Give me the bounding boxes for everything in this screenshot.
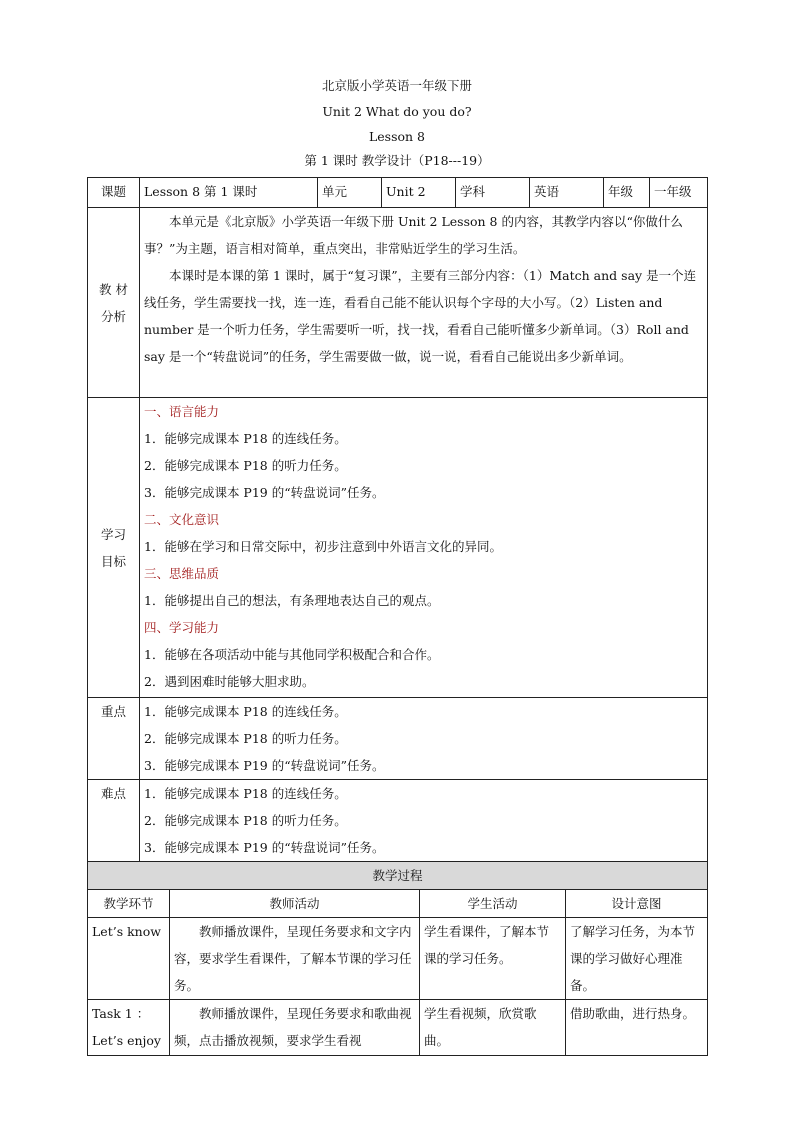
subject-value: 英语 [530, 178, 604, 208]
goal-item: 2．遇到困难时能够大胆求助。 [144, 674, 315, 689]
difficulty-item: 1．能够完成课本 P18 的连线任务。 [144, 786, 347, 801]
goals-label-line1: 学习 [100, 526, 126, 542]
goals-label-line2: 目标 [100, 553, 126, 569]
goal-section-title: 三、思维品质 [144, 566, 220, 581]
stage-cell: Task 1 ：Let’s enjoy [88, 1000, 170, 1056]
key-point-item: 1．能够完成课本 P18 的连线任务。 [144, 704, 347, 719]
column-header: 教师活动 [170, 890, 420, 918]
student-activity-cell: 学生看课件，了解本节课的学习任务。 [420, 918, 566, 1000]
goal-item: 1．能够提出自己的想法，有条理地表达自己的观点。 [144, 593, 440, 608]
lesson-title: Lesson 8 [368, 129, 426, 144]
goal-item: 1．能够在各项活动中能与其他同学积极配合和合作。 [144, 647, 440, 662]
goal-item: 1．能够完成课本 P18 的连线任务。 [144, 431, 347, 446]
goal-item: 1．能够在学习和日常交际中，初步注意到中外语言文化的异同。 [144, 539, 502, 554]
analysis-label [88, 208, 140, 398]
goal-section-title: 一、语言能力 [144, 404, 220, 419]
goal-section-title: 四、学习能力 [144, 620, 220, 635]
analysis-paragraph-2: 本课时是本课的第 1 课时，属于“复习课”，主要有三部分内容：（1）Match and say 是一个连线任务，学生需要找一找，连一连，看看自己能不能认识每个字母的大小写。（2）Listen and number 是一个听力任务，学生需要听一听，找一找，看看自己能听懂多少新单词。（3）Roll and say 是一个“转盘说词”的任务，学生需要做一做，说一说，看看自己能说出多少新单词。 [144, 268, 697, 364]
analysis-label-line2: 分析 [100, 308, 126, 324]
column-header: 教学环节 [88, 890, 170, 918]
process-header-row [88, 890, 708, 918]
unit-value: Unit 2 [382, 178, 456, 208]
info-row [88, 178, 708, 208]
goals-label [88, 398, 140, 698]
column-header: 学生活动 [420, 890, 566, 918]
subject-label: 学科 [456, 178, 530, 208]
goals-content [140, 398, 708, 698]
goal-item: 3．能够完成课本 P19 的“转盘说词”任务。 [144, 485, 385, 500]
goal-item: 2．能够完成课本 P18 的听力任务。 [144, 458, 347, 473]
analysis-content [140, 208, 708, 398]
doc-title: 北京版小学英语一年级下册 [321, 78, 472, 93]
key-points-label: 重点 [88, 698, 140, 780]
key-points-row [88, 698, 708, 780]
difficulty-item: 2．能够完成课本 P18 的听力任务。 [144, 813, 347, 828]
table-row [88, 1000, 708, 1056]
key-points-content [140, 698, 708, 780]
goals-row [88, 398, 708, 698]
teacher-activity-cell: 教师播放课件，呈现任务要求和歌曲视频，点击播放视频，要求学生看视 [170, 1000, 420, 1056]
process-title-row [88, 862, 708, 890]
student-activity-cell: 学生看视频，欣赏歌曲。 [420, 1000, 566, 1056]
process-table [87, 861, 708, 1056]
unit-label: 单元 [318, 178, 382, 208]
difficulties-label: 难点 [88, 780, 140, 862]
grade-value: 一年级 [650, 178, 708, 208]
difficulties-row [88, 780, 708, 862]
lesson-plan-table [87, 177, 708, 862]
design-intent-cell: 借助歌曲，进行热身。 [566, 1000, 708, 1056]
teacher-activity-cell: 教师播放课件，呈现任务要求和文字内容，要求学生看课件，了解本节课的学习任务。 [170, 918, 420, 1000]
difficulty-item: 3．能够完成课本 P19 的“转盘说词”任务。 [144, 840, 385, 855]
difficulties-content [140, 780, 708, 862]
analysis-label-line1: 教 材 [99, 281, 128, 297]
analysis-row [88, 208, 708, 398]
column-header: 设计意图 [566, 890, 708, 918]
key-point-item: 3．能够完成课本 P19 的“转盘说词”任务。 [144, 758, 385, 773]
analysis-paragraph-1: 本单元是《北京版》小学英语一年级下册 Unit 2 Lesson 8 的内容，其教学内容以“你做什么事？”为主题，语言相对简单，重点突出，非常贴近学生的学习生活。 [144, 214, 683, 256]
period-title: 第 1 课时 教学设计（P18---19） [304, 153, 490, 168]
grade-label: 年级 [604, 178, 650, 208]
goal-section-title: 二、文化意识 [144, 512, 220, 527]
key-point-item: 2．能够完成课本 P18 的听力任务。 [144, 731, 347, 746]
topic-label: 课题 [88, 178, 140, 208]
topic-value: Lesson 8 第 1 课时 [140, 178, 318, 208]
table-row [88, 918, 708, 1000]
design-intent-cell: 了解学习任务，为本节课的学习做好心理准备。 [566, 918, 708, 1000]
stage-cell: Let’s know [88, 918, 170, 1000]
unit-title: Unit 2 What do you do? [322, 104, 472, 119]
process-title: 教学过程 [88, 862, 708, 890]
